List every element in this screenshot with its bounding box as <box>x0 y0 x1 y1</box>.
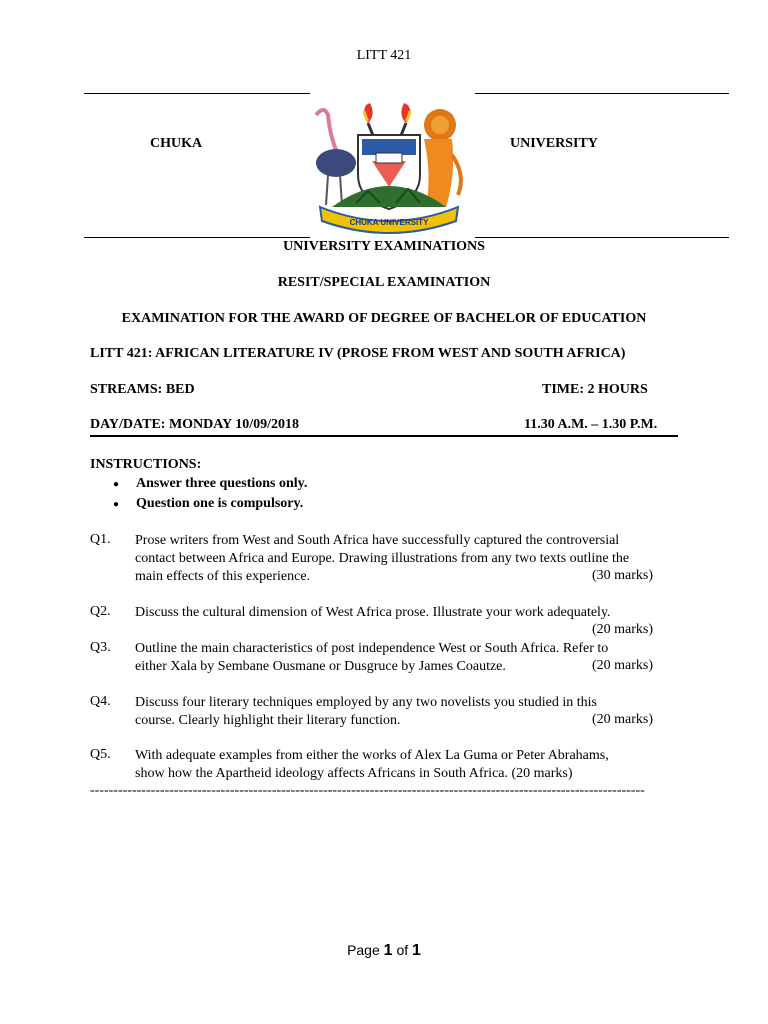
header-rule-right-top <box>475 93 729 94</box>
question-text <box>135 747 609 783</box>
question-line: Prose writers from West and South Africa have successfully captured the controversial <box>135 533 620 548</box>
university-logo <box>306 95 472 235</box>
instruction-item-1: Answer three questions only. <box>136 476 308 491</box>
course-code: LITT 421 <box>356 48 412 63</box>
question-marks: (20 marks) <box>591 712 653 727</box>
bullet-icon: ● <box>113 499 120 510</box>
question-line: Outline the main characteristics of post independence West or South Africa. Refer to <box>135 641 609 656</box>
question-line: contact between Africa and Europe. Drawing illustrations from any two texts outline the <box>135 551 630 566</box>
question-line: With adequate examples from either the works of Alex La Guma or Peter Abrahams, <box>135 748 609 763</box>
question-line: course. Clearly highlight their literary function. <box>135 713 401 728</box>
of-word: of <box>396 942 409 958</box>
title-resit-special: RESIT/SPECIAL EXAMINATION <box>277 275 491 290</box>
question-line: main effects of this experience. <box>135 569 311 584</box>
question-label: Q3. <box>90 640 111 655</box>
page-word: Page <box>347 942 380 958</box>
header-rule-left-top <box>84 93 310 94</box>
question-text <box>135 532 629 586</box>
exam-duration: TIME: 2 HOURS <box>542 382 648 397</box>
question-marks: (20 marks) <box>591 658 653 673</box>
page-total: 1 <box>412 942 421 959</box>
university-name-right: UNIVERSITY <box>510 136 598 151</box>
question-text <box>135 694 597 730</box>
question-text <box>135 640 608 676</box>
question-label: Q2. <box>90 604 111 619</box>
exam-date: DAY/DATE: MONDAY 10/09/2018 <box>90 417 299 432</box>
question-text <box>135 604 611 622</box>
question-marks: (30 marks) <box>591 568 653 583</box>
end-separator: ----------------------------------------------------------------------------------------------------------------------- <box>90 783 645 798</box>
question-line: either Xala by Sembane Ousmane or Dusgruce by James Coautze. <box>135 659 506 674</box>
question-line: Discuss four literary techniques employed by any two novelists you studied in this <box>135 695 597 710</box>
logo-banner-text: CHUKA UNIVERSITY <box>349 218 429 227</box>
question-label: Q4. <box>90 694 111 709</box>
instructions-heading: INSTRUCTIONS: <box>90 457 202 472</box>
university-name-left: CHUKA <box>150 136 203 151</box>
header-rule-left-bottom <box>84 237 310 238</box>
meta-underline <box>90 435 678 437</box>
title-university-examinations: UNIVERSITY EXAMINATIONS <box>283 239 485 254</box>
title-degree: EXAMINATION FOR THE AWARD OF DEGREE OF BACHELOR OF EDUCATION <box>121 311 647 326</box>
question-marks: (20 marks) <box>591 622 653 637</box>
exam-hours: 11.30 A.M. – 1.30 P.M. <box>524 417 658 432</box>
question-label: Q1. <box>90 532 111 547</box>
bullet-icon: ● <box>113 479 120 490</box>
question-line: show how the Apartheid ideology affects Africans in South Africa. (20 marks) <box>135 766 573 781</box>
instruction-item-2: Question one is compulsory. <box>136 496 304 511</box>
title-course: LITT 421: AFRICAN LITERATURE IV (PROSE FROM WEST AND SOUTH AFRICA) <box>90 346 626 361</box>
header-rule-right-bottom <box>475 237 729 238</box>
page-number: 1 <box>383 942 393 959</box>
question-label: Q5. <box>90 747 111 762</box>
page-footer <box>0 942 768 960</box>
streams: STREAMS: BED <box>90 382 195 397</box>
question-line: Discuss the cultural dimension of West Africa prose. Illustrate your work adequately. <box>135 605 611 620</box>
